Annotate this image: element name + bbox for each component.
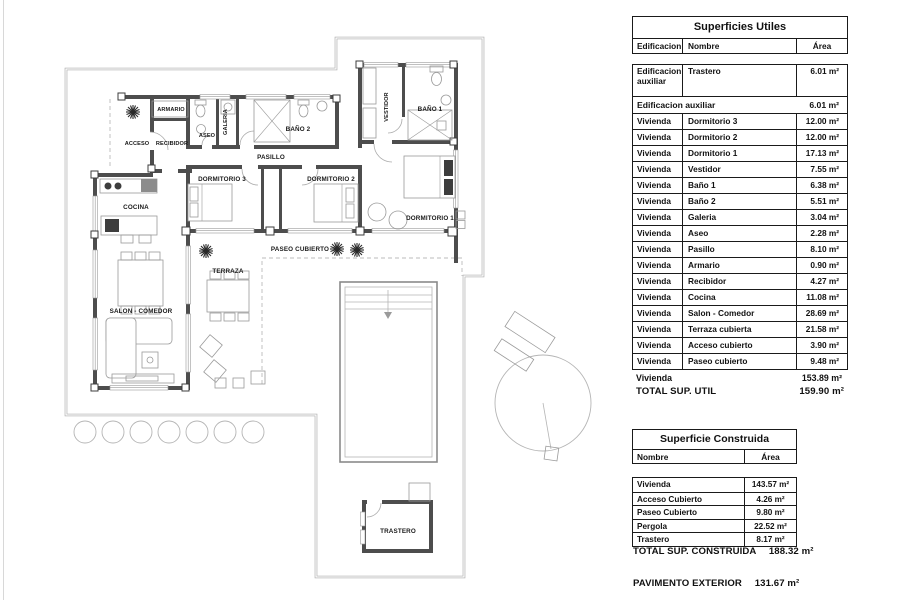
trastero-building bbox=[361, 483, 432, 551]
room-label-cocina: COCINA bbox=[123, 204, 149, 211]
cell-area: 2.28 m² bbox=[796, 226, 847, 241]
room-label-vestidor: VESTIDOR bbox=[384, 92, 390, 122]
cell-area: 7.55 m² bbox=[796, 162, 847, 177]
col-edificacion: Edificacion bbox=[637, 41, 682, 51]
table-row bbox=[633, 337, 847, 353]
pool bbox=[340, 282, 437, 462]
bath1-fixtures bbox=[408, 66, 452, 140]
cell-edificacion: Vivienda bbox=[637, 308, 671, 318]
pavimento-label: PAVIMENTO EXTERIOR bbox=[633, 578, 742, 589]
pavimento-value: 131.67 m² bbox=[754, 578, 800, 589]
table-row bbox=[633, 209, 847, 225]
room-label-dormitorio3: DORMITORIO 3 bbox=[198, 176, 246, 183]
subtotal-aux-label: Edificacion auxiliar bbox=[637, 99, 716, 110]
cell-area: 8.10 m² bbox=[796, 242, 847, 257]
room-label-recibidor: RECIBIDOR bbox=[155, 141, 189, 147]
cell-area: 3.04 m² bbox=[796, 210, 847, 225]
cell-area: 17.13 m² bbox=[796, 146, 847, 161]
subtotal-aux-value: 6.01 m² bbox=[809, 99, 839, 110]
cell-area: 143.57 m² bbox=[744, 478, 796, 492]
table-row bbox=[633, 177, 847, 193]
cell-nombre: Dormitorio 1 bbox=[682, 146, 796, 161]
bedroom2-furniture bbox=[314, 184, 358, 222]
table-row bbox=[633, 129, 847, 145]
cell-nombre: Vivienda bbox=[637, 480, 671, 489]
utiles-header-box bbox=[632, 16, 848, 54]
total-util-value: 159.90 m² bbox=[799, 386, 844, 397]
cell-edificacion: Vivienda bbox=[637, 180, 671, 190]
cell-edificacion: Vivienda bbox=[637, 228, 671, 238]
plant-icon bbox=[199, 244, 213, 258]
construida-data-grid bbox=[632, 477, 797, 547]
cell-nombre: Paseo Cubierto bbox=[637, 508, 698, 517]
pergola-parasol bbox=[494, 311, 591, 461]
superficies-utiles-table bbox=[632, 16, 848, 397]
subtotal-aux-row bbox=[633, 96, 847, 113]
cell-edificacion: Vivienda bbox=[637, 324, 671, 334]
utiles-data-grid bbox=[632, 64, 848, 370]
subtotal-vivienda-label: Vivienda bbox=[636, 373, 673, 383]
kitchen-furniture bbox=[100, 179, 157, 243]
total-construida-label: TOTAL SUP. CONSTRUIDA bbox=[633, 546, 757, 557]
cell-edificacion: Vivienda bbox=[637, 164, 671, 174]
room-label-salon: SALON - COMEDOR bbox=[109, 308, 173, 315]
cell-nombre: Cocina bbox=[682, 290, 796, 305]
table-row bbox=[633, 478, 796, 492]
table-row bbox=[633, 241, 847, 257]
table-row bbox=[633, 492, 796, 506]
room-label-armario: ARMARIO bbox=[157, 107, 185, 113]
salon-furniture bbox=[106, 252, 174, 383]
cell-area: 8.17 m² bbox=[744, 533, 796, 546]
cell-area: 12.00 m² bbox=[796, 114, 847, 129]
cell-nombre: Trastero bbox=[682, 65, 796, 96]
cell-area: 5.51 m² bbox=[796, 194, 847, 209]
cell-nombre: Vestidor bbox=[682, 162, 796, 177]
cell-edificacion: Vivienda bbox=[637, 356, 671, 366]
total-construida-row bbox=[633, 546, 814, 557]
cell-edificacion: Vivienda bbox=[637, 148, 671, 158]
cell-area: 11.08 m² bbox=[796, 290, 847, 305]
superficie-construida-table bbox=[632, 429, 797, 547]
cell-nombre: Dormitorio 2 bbox=[682, 130, 796, 145]
table-row bbox=[633, 145, 847, 161]
room-label-paseo: PASEO CUBIERTO bbox=[270, 246, 330, 253]
cell-area: 22.52 m² bbox=[744, 520, 796, 533]
pavimento-exterior-row bbox=[633, 578, 799, 589]
cell-nombre: Baño 2 bbox=[682, 194, 796, 209]
bedroom3-furniture bbox=[188, 184, 232, 221]
cell-area: 28.69 m² bbox=[796, 306, 847, 321]
col-area: Área bbox=[744, 450, 796, 463]
table-row bbox=[633, 273, 847, 289]
plant-icon bbox=[350, 243, 364, 257]
cell-nombre: Armario bbox=[682, 258, 796, 273]
room-label-trastero: TRASTERO bbox=[380, 528, 416, 535]
room-label-bano2: BAÑO 2 bbox=[285, 126, 311, 133]
plant-icon bbox=[330, 242, 344, 256]
cell-area: 3.90 m² bbox=[796, 338, 847, 353]
trees-row bbox=[74, 421, 264, 443]
cell-edificacion: Vivienda bbox=[637, 212, 671, 222]
cell-edificacion: Vivienda bbox=[637, 196, 671, 206]
room-label-pasillo: PASILLO bbox=[257, 154, 285, 161]
cell-area: 12.00 m² bbox=[796, 130, 847, 145]
cell-nombre: Acceso Cubierto bbox=[637, 494, 703, 504]
cell-edificacion: Vivienda bbox=[637, 260, 671, 270]
room-label-dormitorio2: DORMITORIO 2 bbox=[307, 176, 355, 183]
cell-nombre: Pergola bbox=[637, 521, 668, 531]
col-nombre: Nombre bbox=[637, 452, 669, 462]
table-row bbox=[633, 532, 796, 546]
cell-area: 4.26 m² bbox=[744, 493, 796, 506]
cell-nombre: Terraza cubierta bbox=[682, 322, 796, 337]
construida-header-box bbox=[632, 429, 797, 464]
cell-area: 0.90 m² bbox=[796, 258, 847, 273]
cell-nombre: Acceso cubierto bbox=[682, 338, 796, 353]
cell-edificacion: Vivienda bbox=[637, 340, 671, 350]
aseo-fixtures bbox=[195, 100, 206, 134]
utiles-title: Superficies Utiles bbox=[693, 21, 787, 33]
cell-nombre: Aseo bbox=[682, 226, 796, 241]
cell-nombre: Recibidor bbox=[682, 274, 796, 289]
plant-icon bbox=[126, 105, 140, 119]
table-row-aux bbox=[633, 65, 847, 96]
cell-area: 6.38 m² bbox=[796, 178, 847, 193]
cell-area: 4.27 m² bbox=[796, 274, 847, 289]
utiles-column-headers bbox=[633, 38, 847, 53]
total-util-label: TOTAL SUP. UTIL bbox=[636, 386, 717, 397]
cell-area: 6.01 m² bbox=[796, 65, 847, 96]
table-row bbox=[633, 289, 847, 305]
cell-area: 9.80 m² bbox=[744, 506, 796, 519]
table-row bbox=[633, 113, 847, 129]
table-row bbox=[633, 161, 847, 177]
subtotal-vivienda-row bbox=[632, 370, 848, 383]
table-row bbox=[633, 519, 796, 533]
col-nombre: Nombre bbox=[682, 39, 796, 53]
cell-nombre: Trastero bbox=[637, 535, 670, 544]
cell-edificacion: Vivienda bbox=[637, 116, 671, 126]
total-util-row bbox=[632, 383, 848, 397]
cell-nombre: Pasillo bbox=[682, 242, 796, 257]
table-row bbox=[633, 193, 847, 209]
table-row bbox=[633, 257, 847, 273]
bath2-fixtures bbox=[254, 100, 327, 142]
total-construida-value: 188.32 m² bbox=[768, 546, 814, 557]
table-row bbox=[633, 305, 847, 321]
cell-edificacion: Vivienda bbox=[637, 276, 671, 286]
cell-area: 21.58 m² bbox=[796, 322, 847, 337]
cell-edificacion: Vivienda bbox=[637, 244, 671, 254]
construida-column-headers bbox=[633, 449, 796, 463]
cell-nombre: Dormitorio 3 bbox=[682, 114, 796, 129]
table-row bbox=[633, 225, 847, 241]
cell-nombre: Paseo cubierto bbox=[682, 354, 796, 369]
table-row bbox=[633, 505, 796, 519]
room-label-dormitorio1: DORMITORIO 1 bbox=[406, 215, 454, 222]
cell-edificacion: Vivienda bbox=[637, 132, 671, 142]
table-row bbox=[633, 353, 847, 369]
cell-edificacion: Vivienda bbox=[637, 292, 671, 302]
room-label-terraza: TERRAZA bbox=[212, 268, 244, 275]
cell-area: 9.48 m² bbox=[796, 354, 847, 369]
col-area: Área bbox=[796, 39, 847, 53]
room-label-galeria: GALERIA bbox=[223, 109, 229, 135]
cell-nombre: Baño 1 bbox=[682, 178, 796, 193]
room-label-bano1: BAÑO 1 bbox=[417, 106, 443, 113]
subtotal-vivienda-value: 153.89 m² bbox=[801, 373, 842, 383]
room-label-acceso: ACCESO bbox=[124, 141, 150, 147]
bedroom1-furniture bbox=[363, 68, 465, 229]
room-label-aseo: ASEO bbox=[198, 133, 216, 139]
cell-edificacion: Edificacion auxiliar bbox=[637, 66, 682, 86]
cell-nombre: Galeria bbox=[682, 210, 796, 225]
terraza-furniture bbox=[200, 271, 265, 388]
construida-title: Superficie Construida bbox=[659, 433, 770, 445]
table-row bbox=[633, 321, 847, 337]
cell-nombre: Salon - Comedor bbox=[682, 306, 796, 321]
